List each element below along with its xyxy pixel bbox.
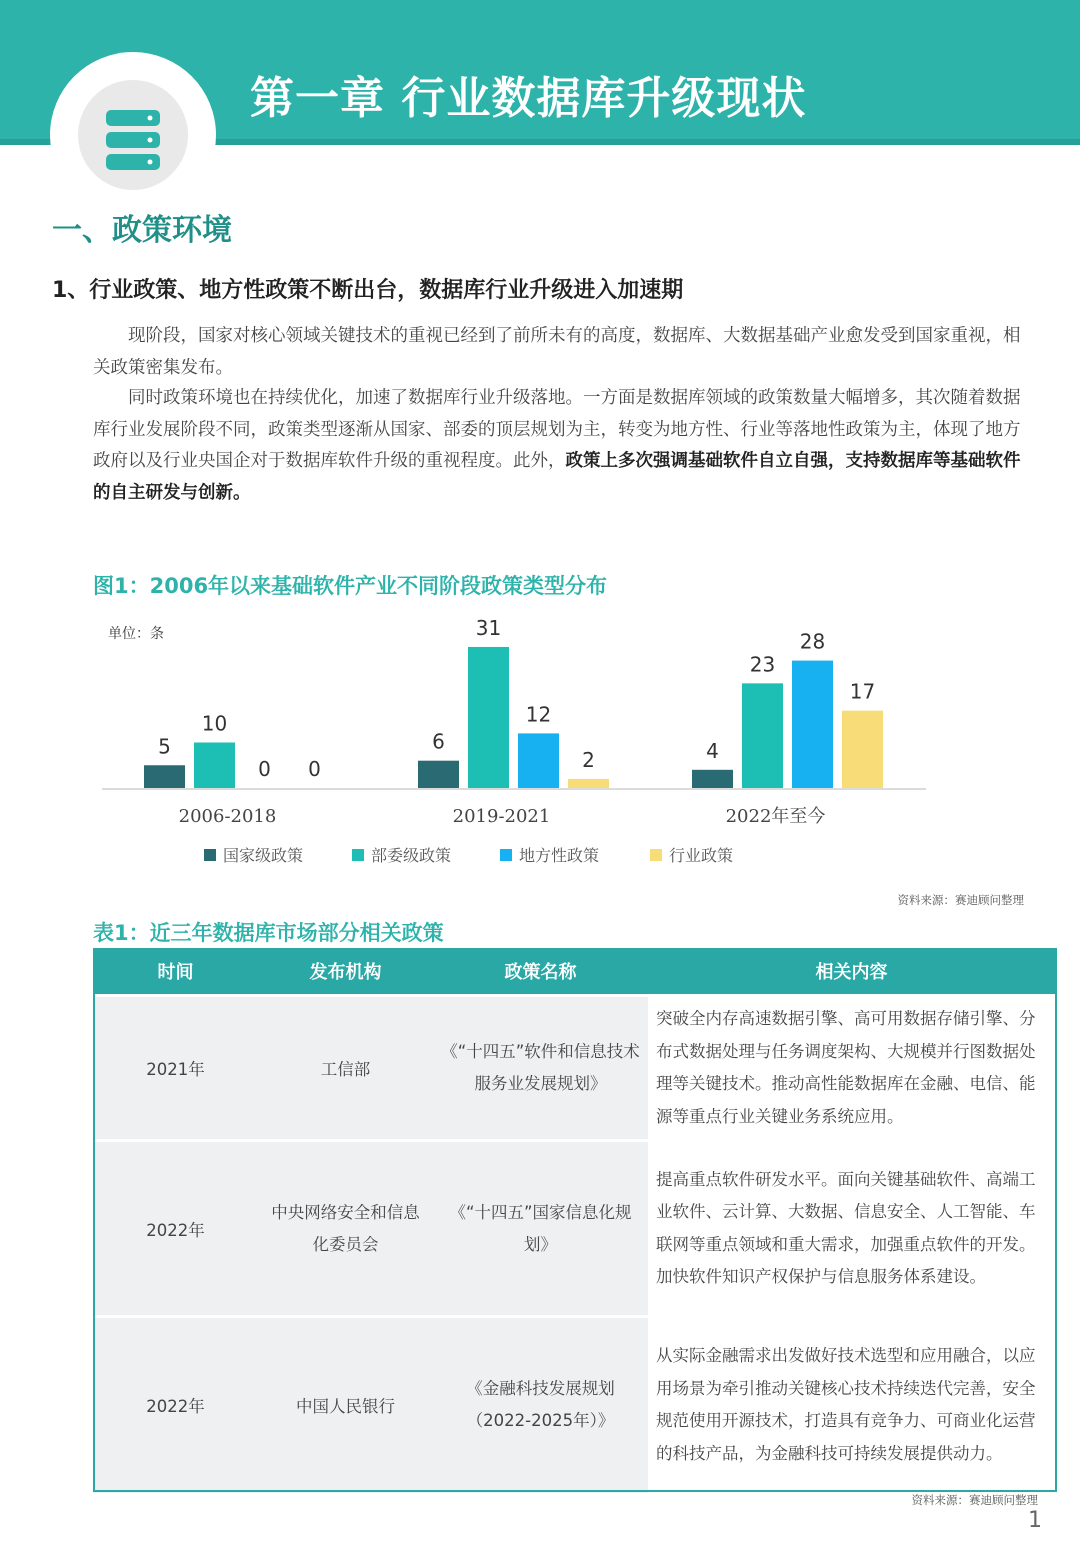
legend-label: 行业政策 bbox=[669, 846, 734, 865]
table-row bbox=[93, 1141, 1055, 1317]
policy-bar-chart bbox=[100, 600, 930, 840]
cell-content: 突破全内存高速数据引擎、高可用数据存储引擎、分布式数据处理与任务调度架构、大规模并行图数据处理等关键技术。推动高性能数据库在金融、电信、能源等重点行业关键业务系统应用。 bbox=[648, 996, 1055, 1141]
cell-org: 中央网络安全和信息化委员会 bbox=[258, 1141, 433, 1317]
section-title: 一、政策环境 bbox=[52, 213, 232, 248]
data-label: 4 bbox=[706, 738, 719, 763]
data-label: 0 bbox=[308, 757, 321, 781]
data-label: 31 bbox=[475, 615, 502, 640]
legend-item-national bbox=[204, 843, 303, 866]
cell-policy: 《“十四五”国家信息化规划》 bbox=[433, 1141, 648, 1317]
cell-time: 2022年 bbox=[93, 1317, 258, 1493]
page-number: 1 bbox=[1028, 1508, 1042, 1533]
cell-policy: 《金融科技发展规划（2022-2025年）》 bbox=[433, 1317, 648, 1493]
data-label: 28 bbox=[799, 629, 826, 654]
table-row bbox=[93, 996, 1055, 1141]
legend-swatch bbox=[204, 849, 216, 861]
policy-table bbox=[93, 948, 1055, 1493]
column-header: 时间 bbox=[93, 948, 258, 996]
bar-0-0 bbox=[144, 765, 185, 788]
bar-1-1 bbox=[468, 647, 509, 788]
data-label: 0 bbox=[258, 757, 271, 781]
paragraph-2-text: 同时政策环境也在持续优化，加速了数据库行业升级落地。一方面是数据库领域的政策数量大幅增多，其次随着数据库行业发展阶段不同，政策类型逐渐从国家、部委的顶层规划为主，转变为地方性、行业等落地性政策为主，体现了地方政府以及行业央国企对于数据库软件升级的重视程度。此外， bbox=[93, 388, 1021, 471]
table-title: 表1：近三年数据库市场部分相关政策 bbox=[93, 921, 444, 945]
bar-1-2 bbox=[518, 733, 559, 788]
legend-swatch bbox=[500, 849, 512, 861]
data-label: 23 bbox=[749, 652, 776, 677]
legend-swatch bbox=[352, 849, 364, 861]
figure-title: 图1：2006年以来基础软件产业不同阶段政策类型分布 bbox=[93, 574, 608, 598]
paragraph-2-emphasis: 政策上多次强调基础软件自立自强，支持数据库等基础软件的自主研发与创新。 bbox=[93, 451, 1021, 503]
chart-unit-label: 单位：条 bbox=[108, 626, 164, 642]
paragraph-2 bbox=[93, 383, 1023, 509]
table-row bbox=[93, 1317, 1055, 1493]
data-label: 5 bbox=[158, 734, 171, 759]
cell-content: 从实际金融需求出发做好技术选型和应用融合，以应用场景为牵引推动关键核心技术持续迭代完善，安全规范使用开源技术，打造具有竞争力、可商业化运营的科技产品，为金融科技可持续发展提供动力。 bbox=[648, 1317, 1055, 1493]
cell-org: 工信部 bbox=[258, 996, 433, 1141]
cell-content: 提高重点软件研发水平。面向关键基础软件、高端工业软件、云计算、大数据、信息安全、人工智能、车联网等重点领域和重大需求，加强重点软件的开发。加快软件知识产权保护与信息服务体系建设。 bbox=[648, 1141, 1055, 1317]
bar-0-1 bbox=[194, 743, 235, 789]
data-label: 12 bbox=[525, 702, 552, 727]
cell-policy: 《“十四五”软件和信息技术服务业发展规划》 bbox=[433, 996, 648, 1141]
data-label: 6 bbox=[432, 729, 445, 754]
bar-2-0 bbox=[692, 770, 733, 788]
bar-1-0 bbox=[418, 761, 459, 788]
cell-org: 中国人民银行 bbox=[258, 1317, 433, 1493]
cell-time: 2021年 bbox=[93, 996, 258, 1141]
bar-2-3 bbox=[842, 711, 883, 788]
chapter-title: 第一章 行业数据库升级现状 bbox=[250, 73, 807, 124]
legend-item-ministry bbox=[352, 843, 451, 866]
cell-time: 2022年 bbox=[93, 1141, 258, 1317]
column-header: 发布机构 bbox=[258, 948, 433, 996]
bar-2-2 bbox=[792, 661, 833, 788]
bar-2-1 bbox=[742, 683, 783, 788]
legend-label: 国家级政策 bbox=[223, 846, 304, 865]
data-label: 2 bbox=[582, 747, 595, 772]
table-source: 资料来源：赛迪顾问整理 bbox=[911, 1493, 1038, 1507]
legend-item-local bbox=[500, 843, 599, 866]
data-label: 10 bbox=[201, 711, 228, 736]
category-label: 2006-2018 bbox=[178, 806, 277, 827]
legend-label: 部委级政策 bbox=[371, 846, 452, 865]
column-header: 相关内容 bbox=[648, 948, 1055, 996]
legend-item-industry bbox=[650, 843, 733, 866]
legend-label: 地方性政策 bbox=[519, 846, 600, 865]
paragraph-1: 现阶段，国家对核心领域关键技术的重视已经到了前所未有的高度，数据库、大数据基础产业愈发受到国家重视，相关政策密集发布。 bbox=[93, 326, 1021, 378]
database-icon bbox=[106, 110, 160, 170]
category-label: 2019-2021 bbox=[452, 806, 551, 827]
table-header-row bbox=[93, 948, 1055, 996]
figure-source: 资料来源：赛迪顾问整理 bbox=[897, 893, 1024, 907]
bar-1-3 bbox=[568, 779, 609, 788]
data-label: 17 bbox=[849, 679, 876, 704]
column-header: 政策名称 bbox=[433, 948, 648, 996]
category-label: 2022年至今 bbox=[725, 806, 826, 827]
section-subtitle: 1、行业政策、地方性政策不断出台，数据库行业升级进入加速期 bbox=[52, 278, 684, 303]
legend-swatch bbox=[650, 849, 662, 861]
